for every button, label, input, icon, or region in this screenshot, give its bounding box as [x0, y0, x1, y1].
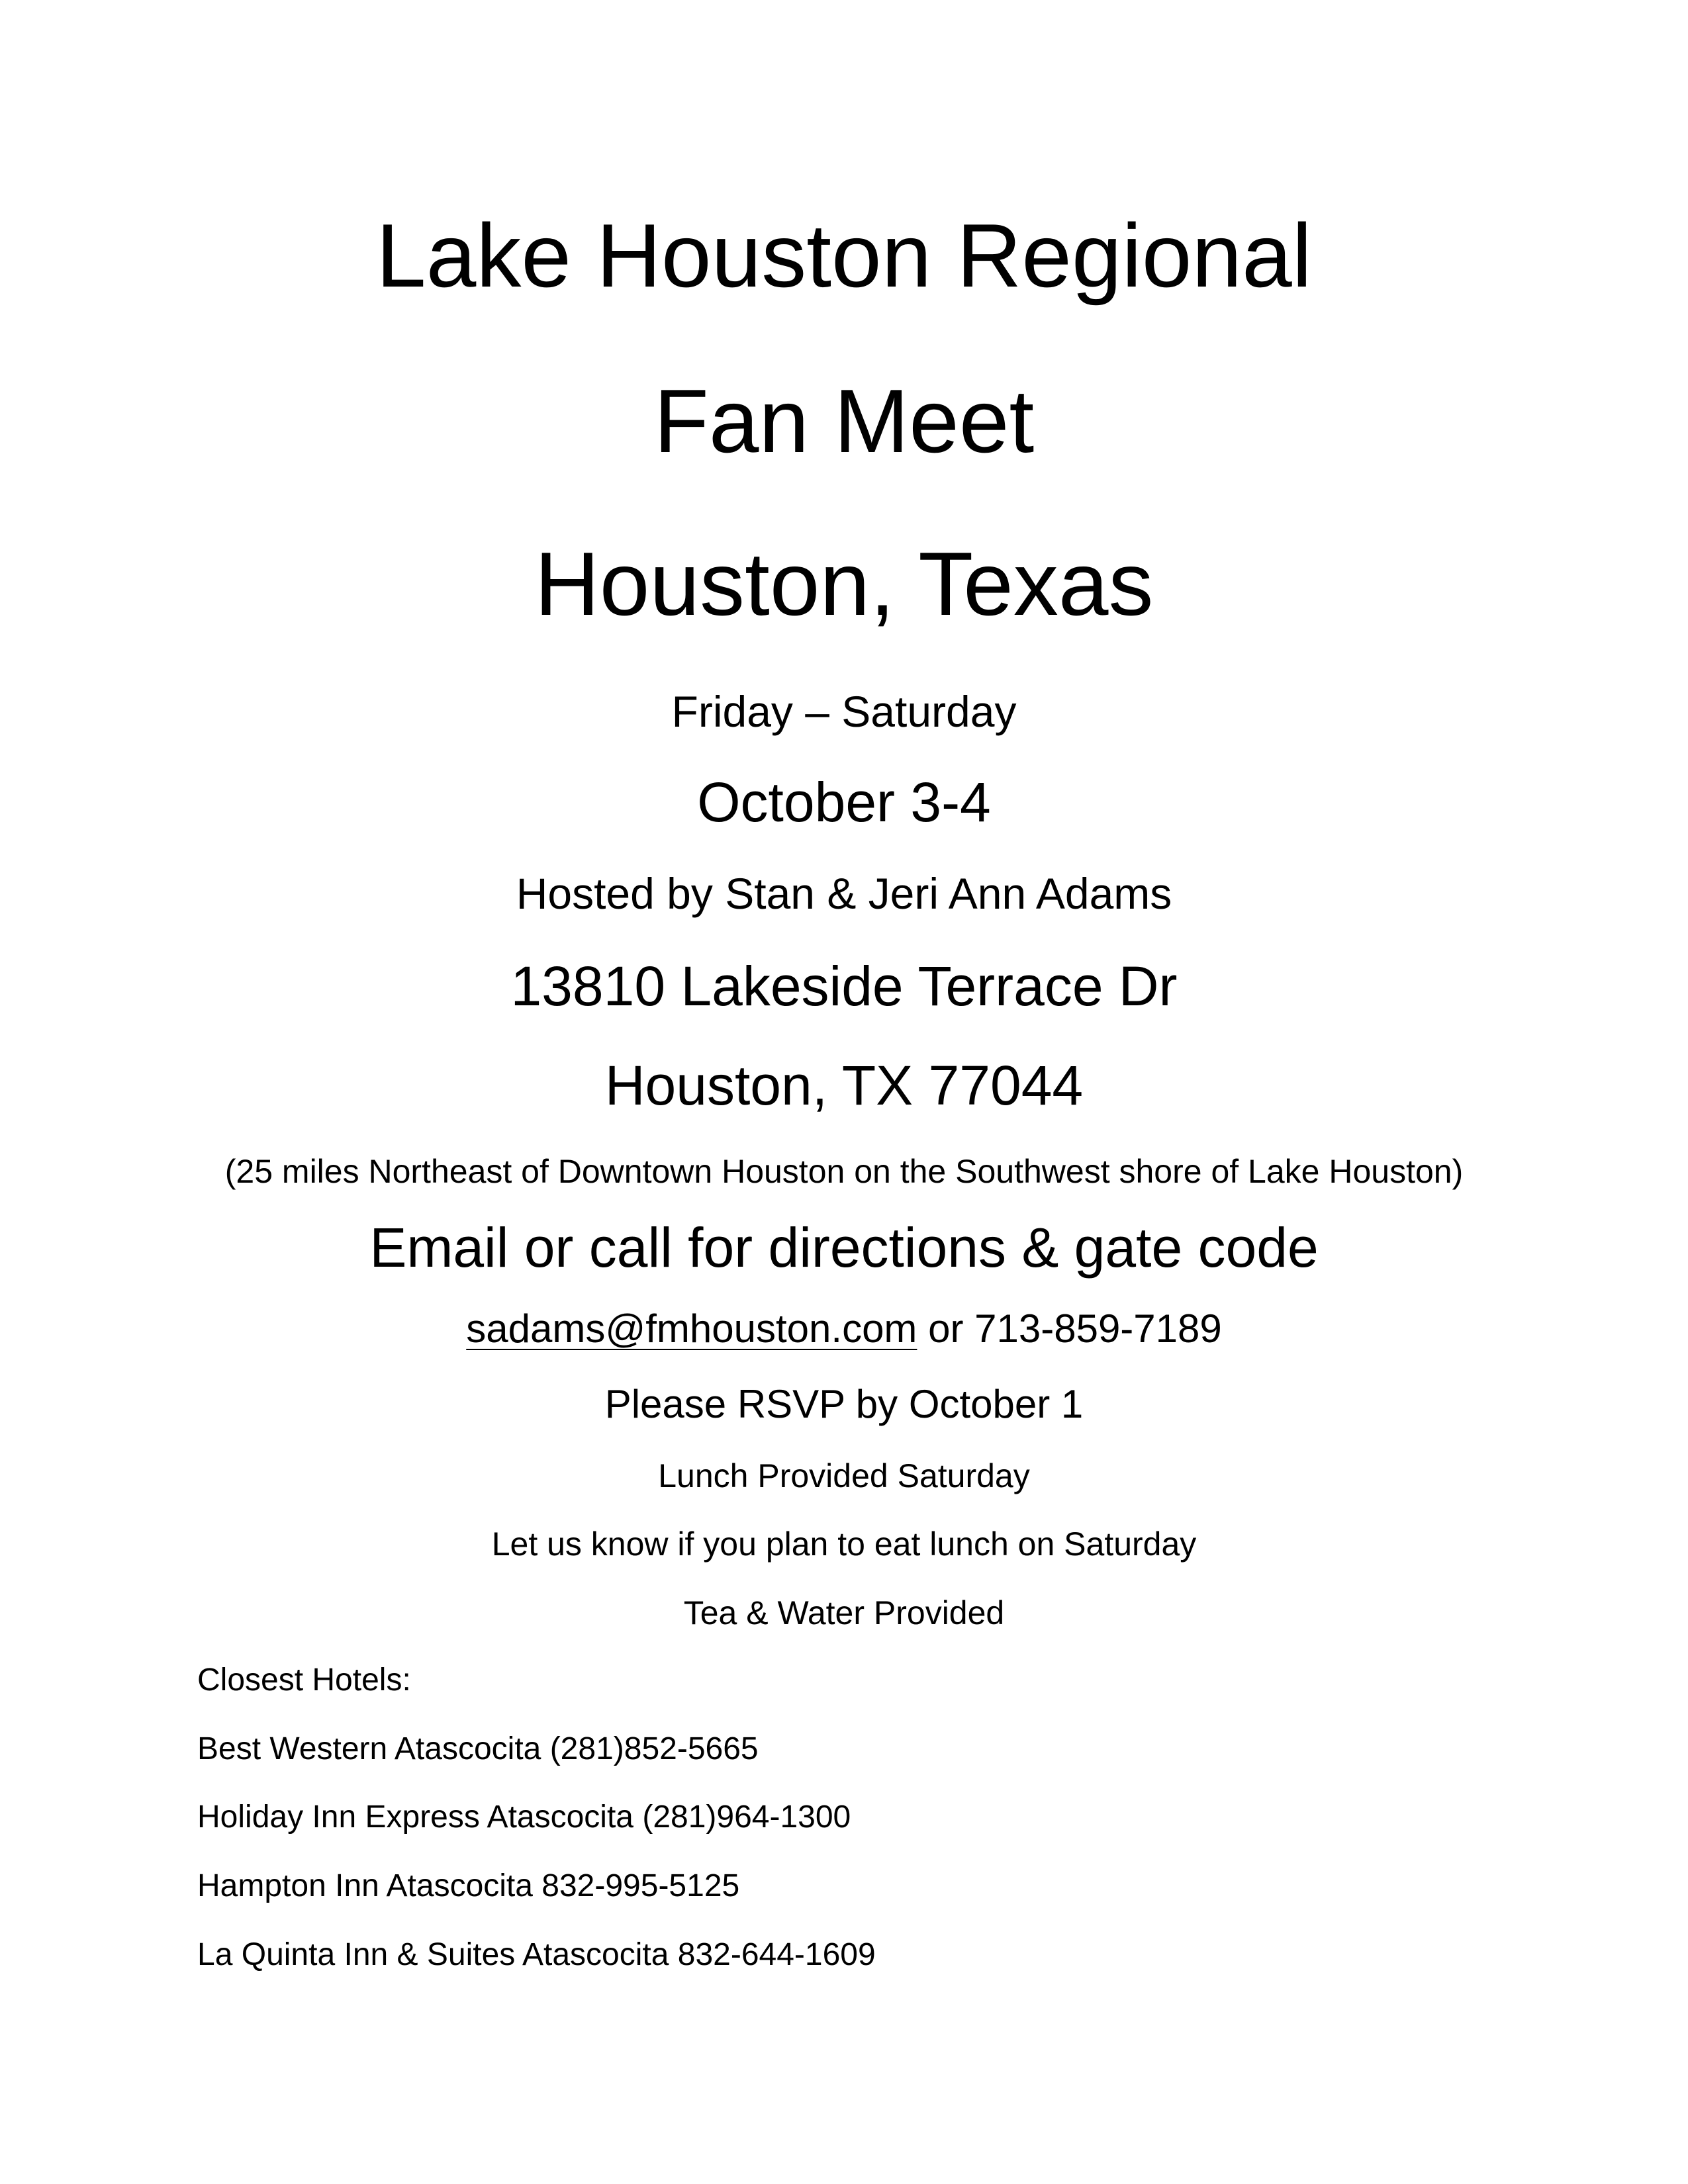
location-note: (25 miles Northeast of Downtown Houston on the Southwest shore of Lake Houston): [224, 1153, 1464, 1190]
event-hosts: Hosted by Stan & Jeri Ann Adams: [516, 869, 1172, 918]
event-dates: October 3-4: [697, 771, 991, 833]
lunch-rsvp-note: Let us know if you plan to eat lunch on Saturday: [491, 1525, 1197, 1563]
title-line-2: Fan Meet: [653, 371, 1035, 471]
lunch-note: Lunch Provided Saturday: [658, 1457, 1030, 1494]
hotel-item: Hampton Inn Atascocita 832-995-5125: [197, 1868, 740, 1903]
drinks-note: Tea & Water Provided: [683, 1594, 1005, 1631]
title-line-3: Houston, Texas: [534, 533, 1154, 634]
phone-text: or 713-859-7189: [917, 1306, 1222, 1351]
hotel-item: Best Western Atascocita (281)852-5665: [197, 1731, 759, 1766]
hotel-item: Holiday Inn Express Atascocita (281)964-1300: [197, 1799, 851, 1835]
email-link[interactable]: sadams@fmhouston.com: [466, 1306, 917, 1351]
rsvp-note: Please RSVP by October 1: [604, 1382, 1084, 1426]
hotel-item: La Quinta Inn & Suites Atascocita 832-644-1609: [197, 1937, 876, 1972]
address-street: 13810 Lakeside Terrace Dr: [510, 955, 1178, 1017]
contact-prompt: Email or call for directions & gate code: [369, 1216, 1319, 1279]
title-line-1: Lake Houston Regional: [376, 205, 1312, 306]
contact-line: [0, 1306, 1688, 1351]
event-days: Friday – Saturday: [671, 687, 1017, 736]
address-city: Houston, TX 77044: [604, 1054, 1084, 1116]
hotels-heading: Closest Hotels:: [197, 1662, 411, 1698]
